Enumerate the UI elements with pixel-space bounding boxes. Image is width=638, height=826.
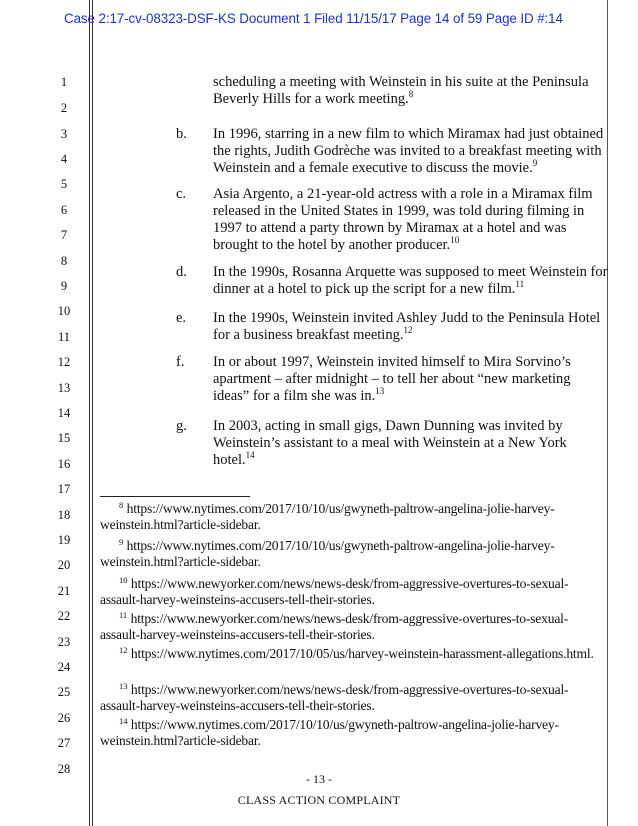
filing-header: Case 2:17-cv-08323-DSF-KS Document 1 Filed 11/15/17 Page 14 of 59 Page ID #:14: [64, 11, 563, 26]
line-number: 7: [60, 228, 68, 242]
footnote-url[interactable]: https://www.newyorker.com/news/news-desk/from-aggressive-overtures-to-sexual-assault-harvey-weinsteins-accusers-tell-their-stories.: [100, 682, 569, 713]
item-letter: b.: [176, 126, 187, 142]
line-number: 25: [57, 685, 71, 699]
paragraph-text: In the 1990s, Rosanna Arquette was supposed to meet Weinstein for dinner at a hotel to pick up the script for a new film.: [213, 264, 608, 297]
line-number: 18: [57, 508, 71, 522]
item-paragraph: [213, 354, 608, 405]
footnote-ref: 10: [450, 235, 460, 245]
footnote-url[interactable]: https://www.nytimes.com/2017/10/10/us/gwyneth-paltrow-angelina-jolie-harvey-weinstein.html?article-sidebar.: [100, 717, 559, 748]
footnote-number: 8: [119, 500, 124, 510]
footnote-ref: 12: [403, 325, 413, 335]
continuation-paragraph: [213, 74, 608, 108]
footnote: [100, 576, 606, 608]
line-number: 11: [57, 330, 71, 344]
line-number: 14: [57, 406, 71, 420]
line-number: 26: [57, 711, 71, 725]
line-number: 1: [60, 75, 68, 89]
paragraph-text: In 2003, acting in small gigs, Dawn Dunning was invited by Weinstein’s assistant to a meal with Weinstein at a New York hotel.: [213, 418, 567, 468]
line-number: 20: [57, 558, 71, 572]
page-number: - 13 -: [306, 772, 332, 786]
item-letter: e.: [176, 310, 187, 326]
line-number: 21: [57, 584, 71, 598]
line-number: 23: [57, 635, 71, 649]
line-number: 28: [57, 762, 71, 776]
item-letter: g.: [176, 418, 187, 434]
footnote-url[interactable]: https://www.newyorker.com/news/news-desk/from-aggressive-overtures-to-sexual-assault-harvey-weinsteins-accusers-tell-their-stories.: [100, 611, 569, 642]
item-paragraph: [213, 186, 608, 254]
footnote-ref: 14: [245, 450, 255, 460]
line-number: 17: [57, 482, 71, 496]
footnote-ref: 13: [375, 386, 385, 396]
footnote: [100, 538, 606, 570]
item-paragraph: [213, 310, 608, 344]
footnote-separator: [100, 496, 250, 497]
right-margin-rule: [607, 0, 608, 826]
line-number: 4: [60, 152, 68, 166]
footnote-url[interactable]: https://www.nytimes.com/2017/10/10/us/gwyneth-paltrow-angelina-jolie-harvey-weinstein.html?article-sidebar.: [100, 501, 555, 532]
footnote-ref: 8: [408, 89, 414, 99]
paragraph-text: scheduling a meeting with Weinstein in his suite at the Peninsula Beverly Hills for a work meeting.: [213, 74, 589, 107]
paragraph-text: In the 1990s, Weinstein invited Ashley Judd to the Peninsula Hotel for a business breakfast meeting.: [213, 310, 601, 343]
item-letter: d.: [176, 264, 187, 280]
footnote-url[interactable]: https://www.nytimes.com/2017/10/05/us/harvey-weinstein-harassment-allegations.html.: [130, 646, 594, 661]
line-number: 22: [57, 609, 71, 623]
line-number: 24: [57, 660, 71, 674]
footnote-ref: 11: [515, 279, 525, 289]
line-number: 15: [57, 431, 71, 445]
line-number: 16: [57, 457, 71, 471]
footnote-ref: 9: [532, 158, 538, 168]
line-number: 8: [60, 254, 68, 268]
line-number: 12: [57, 355, 71, 369]
footnote: [100, 646, 606, 662]
left-margin-rule-inner: [92, 0, 93, 826]
line-number: 5: [60, 177, 68, 191]
footnote-number: 10: [119, 575, 128, 585]
line-number: 9: [60, 279, 68, 293]
item-paragraph: [213, 264, 608, 298]
line-number: 2: [60, 101, 68, 115]
paragraph-text: In 1996, starring in a new film to which Miramax had just obtained the rights, Judith Godrèche was invited to a breakfast meeting with Weinstein and a female executive to discuss the movie.: [213, 126, 604, 176]
line-number: 6: [60, 203, 68, 217]
footnote: [100, 501, 606, 533]
item-paragraph: [213, 418, 608, 469]
footnote: [100, 682, 606, 714]
footnote-number: 13: [119, 681, 128, 691]
line-number: 10: [57, 304, 71, 318]
footnote-number: 11: [119, 610, 128, 620]
footnote: [100, 717, 606, 749]
item-letter: c.: [176, 186, 187, 202]
document-caption: CLASS ACTION COMPLAINT: [237, 793, 401, 807]
paragraph-text: Asia Argento, a 21-year-old actress with a role in a Miramax film released in the United States in 1999, was told during filming in 1997 to attend a party thrown by Miramax at a hotel and was brought to the hotel by another producer.: [213, 186, 593, 253]
footnote: [100, 611, 606, 643]
item-paragraph: [213, 126, 608, 177]
line-number: 3: [60, 127, 68, 141]
footnote-url[interactable]: https://www.nytimes.com/2017/10/10/us/gwyneth-paltrow-angelina-jolie-harvey-weinstein.html?article-sidebar.: [100, 538, 555, 569]
line-number: 13: [57, 381, 71, 395]
left-margin-rule: [89, 0, 90, 826]
footnote-number: 12: [119, 645, 128, 655]
footnote-number: 9: [119, 537, 124, 547]
paragraph-text: In or about 1997, Weinstein invited himself to Mira Sorvino’s apartment – after midnight – to tell her about “new marketing ideas” for a film she was in.: [213, 354, 571, 404]
footnote-number: 14: [119, 716, 128, 726]
footnote-url[interactable]: https://www.newyorker.com/news/news-desk/from-aggressive-overtures-to-sexual-assault-harvey-weinsteins-accusers-tell-their-stories.: [100, 576, 569, 607]
item-letter: f.: [176, 354, 185, 370]
line-number: 19: [57, 533, 71, 547]
line-number: 27: [57, 736, 71, 750]
